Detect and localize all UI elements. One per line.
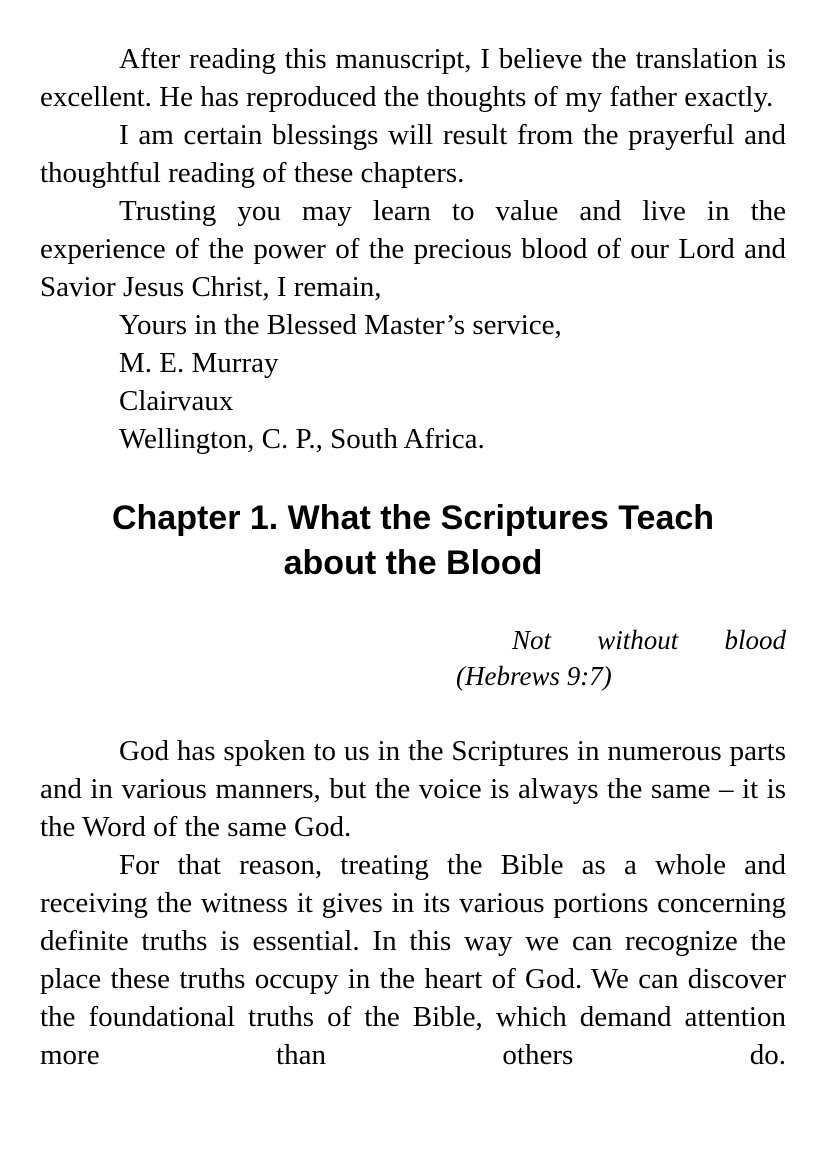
epigraph-reference: (Hebrews 9:7) bbox=[456, 661, 612, 691]
chapter-paragraph-2: For that reason, treating the Bible as a whole and receiving the witness it gives in its various portions concerning definite truths is essential. In this way we can recognize the place these truths occupy in the heart of God. We can discover the foundational truths of the Bible, which demand attention more than others do. bbox=[40, 849, 786, 1071]
document-page bbox=[40, 40, 786, 1074]
epigraph-word: blood bbox=[724, 625, 786, 655]
epigraph bbox=[40, 622, 786, 694]
epigraph-quote bbox=[512, 622, 786, 658]
chapter-paragraph-1: God has spoken to us in the Scriptures in numerous parts and in various manners, but the voice is always the same – it is the Word of the same God. bbox=[40, 735, 786, 843]
chapter-title bbox=[40, 496, 786, 586]
signature-name: M. E. Murray bbox=[119, 347, 279, 379]
intro-paragraph-2: I am certain blessings will result from the prayerful and thoughtful reading of these chapters. bbox=[40, 119, 786, 189]
intro-paragraph-3: Trusting you may learn to value and live in the experience of the power of the precious blood of our Lord and Savior Jesus Christ, I remain, bbox=[40, 195, 786, 303]
signature-place: Clairvaux bbox=[119, 385, 234, 417]
intro-paragraph-1: After reading this manuscript, I believe the translation is excellent. He has reproduced the thoughts of my father exactly. bbox=[40, 43, 786, 113]
chapter-title-line-2: about the Blood bbox=[283, 544, 543, 582]
epigraph-word: Not bbox=[512, 625, 552, 655]
signature-block bbox=[40, 306, 786, 458]
epigraph-word: without bbox=[597, 625, 679, 655]
signature-address: Wellington, C. P., South Africa. bbox=[119, 423, 485, 455]
signature-closing: Yours in the Blessed Master’s service, bbox=[119, 309, 562, 341]
chapter-title-line-1: Chapter 1. What the Scriptures Teach bbox=[111, 499, 715, 537]
